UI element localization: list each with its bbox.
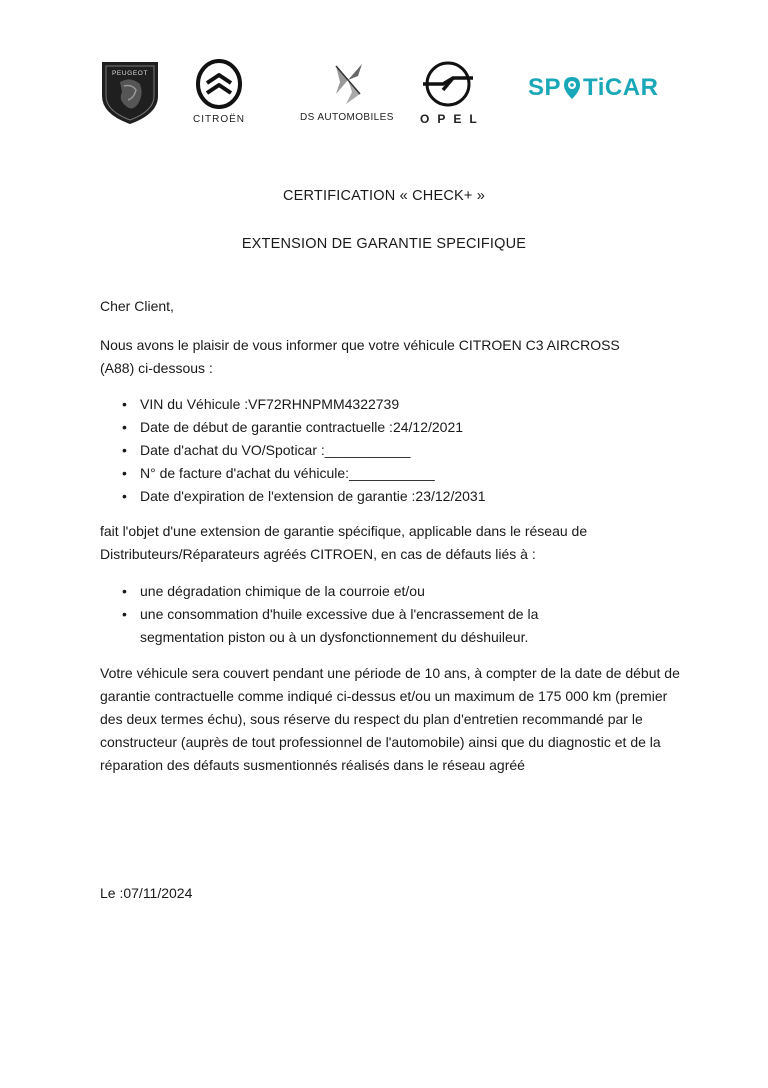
defects-list xyxy=(122,580,592,649)
peugeot-logo xyxy=(96,56,164,126)
peugeot-wordmark: PEUGEOT xyxy=(112,70,148,77)
intro-paragraph: Nous avons le plaisir de vous informer que votre véhicule CITROEN C3 AIRCROSS (A88) ci-dessous : xyxy=(100,337,620,376)
ds-automobiles-logo xyxy=(300,58,394,123)
detail-purchase-date: • Date d'achat du VO/Spoticar :___________ xyxy=(122,439,682,462)
detail-vin: • VIN du Véhicule :VF72RHNPMM4322739 xyxy=(122,393,682,416)
spoticar-wordmark-left: SP xyxy=(528,74,562,101)
greeting: Cher Client, xyxy=(100,298,174,314)
document-subtitle: EXTENSION DE GARANTIE SPECIFIQUE xyxy=(241,236,527,252)
date-line: Le :07/11/2024 xyxy=(100,885,193,901)
spoticar-logo xyxy=(528,74,658,102)
detail-extension-expiry: • Date d'expiration de l'extension de garantie :23/12/2031 xyxy=(122,485,682,508)
document-title: CERTIFICATION « CHECK+ » xyxy=(282,188,486,204)
spoticar-wordmark-right: TiCAR xyxy=(583,74,659,101)
coverage-paragraph: Votre véhicule sera couvert pendant une période de 10 ans, à compter de la date de début de garantie contractuelle comme indiqué ci-dessus et/ou un maximum de 175 000 km (premier des deux termes échu), sous réserve du respect du plan d'entretien recommandé par le constructeur (auprès de tout professionnel de l'automobile) ainsi que du diagnostic et de la réparation des défauts susmentionnés réalisés dans le réseau agréé xyxy=(100,665,680,773)
citroen-logo xyxy=(188,58,250,125)
opel-wordmark: OPEL xyxy=(420,112,485,126)
opel-logo xyxy=(412,58,485,126)
defect-item: • une dégradation chimique de la courroie et/ou xyxy=(122,580,592,603)
detail-warranty-start: • Date de début de garantie contractuelle :24/12/2021 xyxy=(122,416,682,439)
detail-invoice-number: • N° de facture d'achat du véhicule:___________ xyxy=(122,462,682,485)
citroen-wordmark: CITROËN xyxy=(193,114,245,125)
location-pin-icon xyxy=(562,76,582,100)
ds-wordmark: DS AUTOMOBILES xyxy=(300,112,394,123)
vehicle-details-list xyxy=(122,393,682,508)
extension-paragraph: fait l'objet d'une extension de garantie spécifique, applicable dans le réseau de Distributeurs/Réparateurs agréés CITROEN, en cas de défauts liés à : xyxy=(100,523,588,562)
brand-logos-row xyxy=(0,52,768,132)
defect-item: • une consommation d'huile excessive due à l'encrassement de la segmentation piston ou à un dysfonctionnement du déshuileur. xyxy=(122,603,592,649)
